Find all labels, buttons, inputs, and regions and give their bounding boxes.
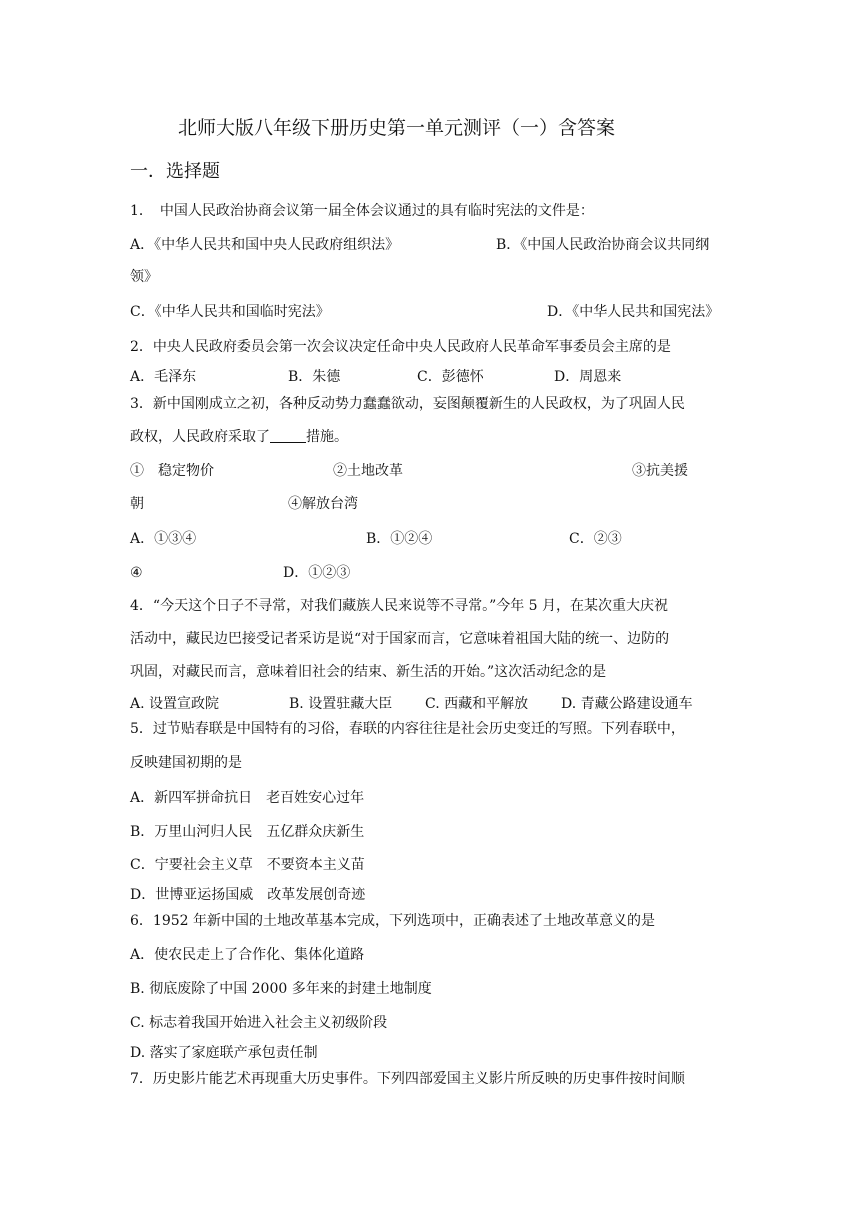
question-stem: 7．历史影片能艺术再现重大历史事件。下列四部爱国主义影片所反映的历史事件按时间顺 xyxy=(130,1071,685,1087)
item-2: ②土地改革 xyxy=(333,463,403,479)
question-stem-line-2: 活动中，藏民边巴接受记者采访是说“对于国家而言，它意味着祖国大陆的统一、边防的 xyxy=(130,631,670,647)
option-c: C. 西藏和平解放 xyxy=(425,696,529,712)
answer-blank xyxy=(270,428,306,443)
option-c: C．《中华人民共和国临时宪法》 xyxy=(130,304,330,320)
stem-text: 政权，人民政府采取了 xyxy=(130,429,270,445)
option-a: A．《中华人民共和国中央人民政府组织法》 xyxy=(130,237,400,253)
option-b: B．《中国人民政治协商会议共同纲 xyxy=(496,237,710,253)
question-stem-line-2: 反映建国初期的是 xyxy=(130,755,242,771)
question-stem: 1． 中国人民政治协商会议第一届全体会议通过的具有临时宪法的文件是： xyxy=(130,203,594,219)
option-d: D．周恩来 xyxy=(554,369,622,385)
question-stem-line-1: 5．过节贴春联是中国特有的习俗，春联的内容往往是社会历史变迁的写照。下列春联中， xyxy=(130,721,685,737)
option-d: D. 落实了家庭联产承包责任制 xyxy=(130,1045,318,1061)
document-title: 北师大版八年级下册历史第一单元测评（一）含答案 xyxy=(178,117,616,139)
question-stem-line-2 xyxy=(130,427,348,447)
question-stem-line-3: 巩固，对藏民而言，意味着旧社会的结束、新生活的开始。”这次活动纪念的是 xyxy=(130,664,607,680)
question-stem-line-1: 4．“今天这个日子不寻常，对我们藏族人民来说等不寻常。”今年 5 月，在某次重大庆祝 xyxy=(130,598,669,614)
option-b: B．朱德 xyxy=(288,369,341,385)
option-b-continued: 领》 xyxy=(130,269,158,285)
option-c: C．彭德怀 xyxy=(417,369,484,385)
option-c: C．②③ xyxy=(569,531,622,547)
question-stem: 6．1952 年新中国的土地改革基本完成，下列选项中，正确表述了土地改革意义的是 xyxy=(130,913,655,929)
option-a: A．新四军拼命抗日 老百姓安心过年 xyxy=(130,790,365,806)
option-b: B. 设置驻藏大臣 xyxy=(289,696,393,712)
item-3-continued: 朝 xyxy=(130,496,144,512)
question-stem-line-1: 3．新中国刚成立之初，各种反动势力蠢蠢欲动，妄图颠覆新生的人民政权，为了巩固人民 xyxy=(130,396,685,412)
item-1: ① 稳定物价 xyxy=(130,463,214,479)
option-b: B．万里山河归人民 五亿群众庆新生 xyxy=(130,824,365,840)
option-a: A．①③④ xyxy=(130,531,197,547)
option-d: D．世博亚运扬国威 改革发展创奇迹 xyxy=(130,887,366,903)
section-heading: 一．选择题 xyxy=(130,161,220,182)
option-c: C．宁要社会主义草 不要资本主义苗 xyxy=(130,857,365,873)
question-stem: 2．中央人民政府委员会第一次会议决定任命中央人民政府人民革命军事委员会主席的是 xyxy=(130,339,671,355)
option-b: B．①②④ xyxy=(366,531,433,547)
option-d: D. 青藏公路建设通车 xyxy=(561,696,693,712)
item-4: ④解放台湾 xyxy=(288,496,358,512)
stem-text-end: 措施。 xyxy=(306,429,348,445)
item-3: ③抗美援 xyxy=(632,463,688,479)
option-d: D．①②③ xyxy=(283,565,351,581)
option-b: B. 彻底废除了中国 2000 多年来的封建土地制度 xyxy=(130,981,432,997)
option-a: A．毛泽东 xyxy=(130,369,197,385)
option-a: A．使农民走上了合作化、集体化道路 xyxy=(130,947,365,963)
option-a: A. 设置宣政院 xyxy=(130,696,220,712)
option-d: D．《中华人民共和国宪法》 xyxy=(547,304,720,320)
option-c-continued: ④ xyxy=(130,565,143,581)
option-c: C. 标志着我国开始进入社会主义初级阶段 xyxy=(130,1015,388,1031)
